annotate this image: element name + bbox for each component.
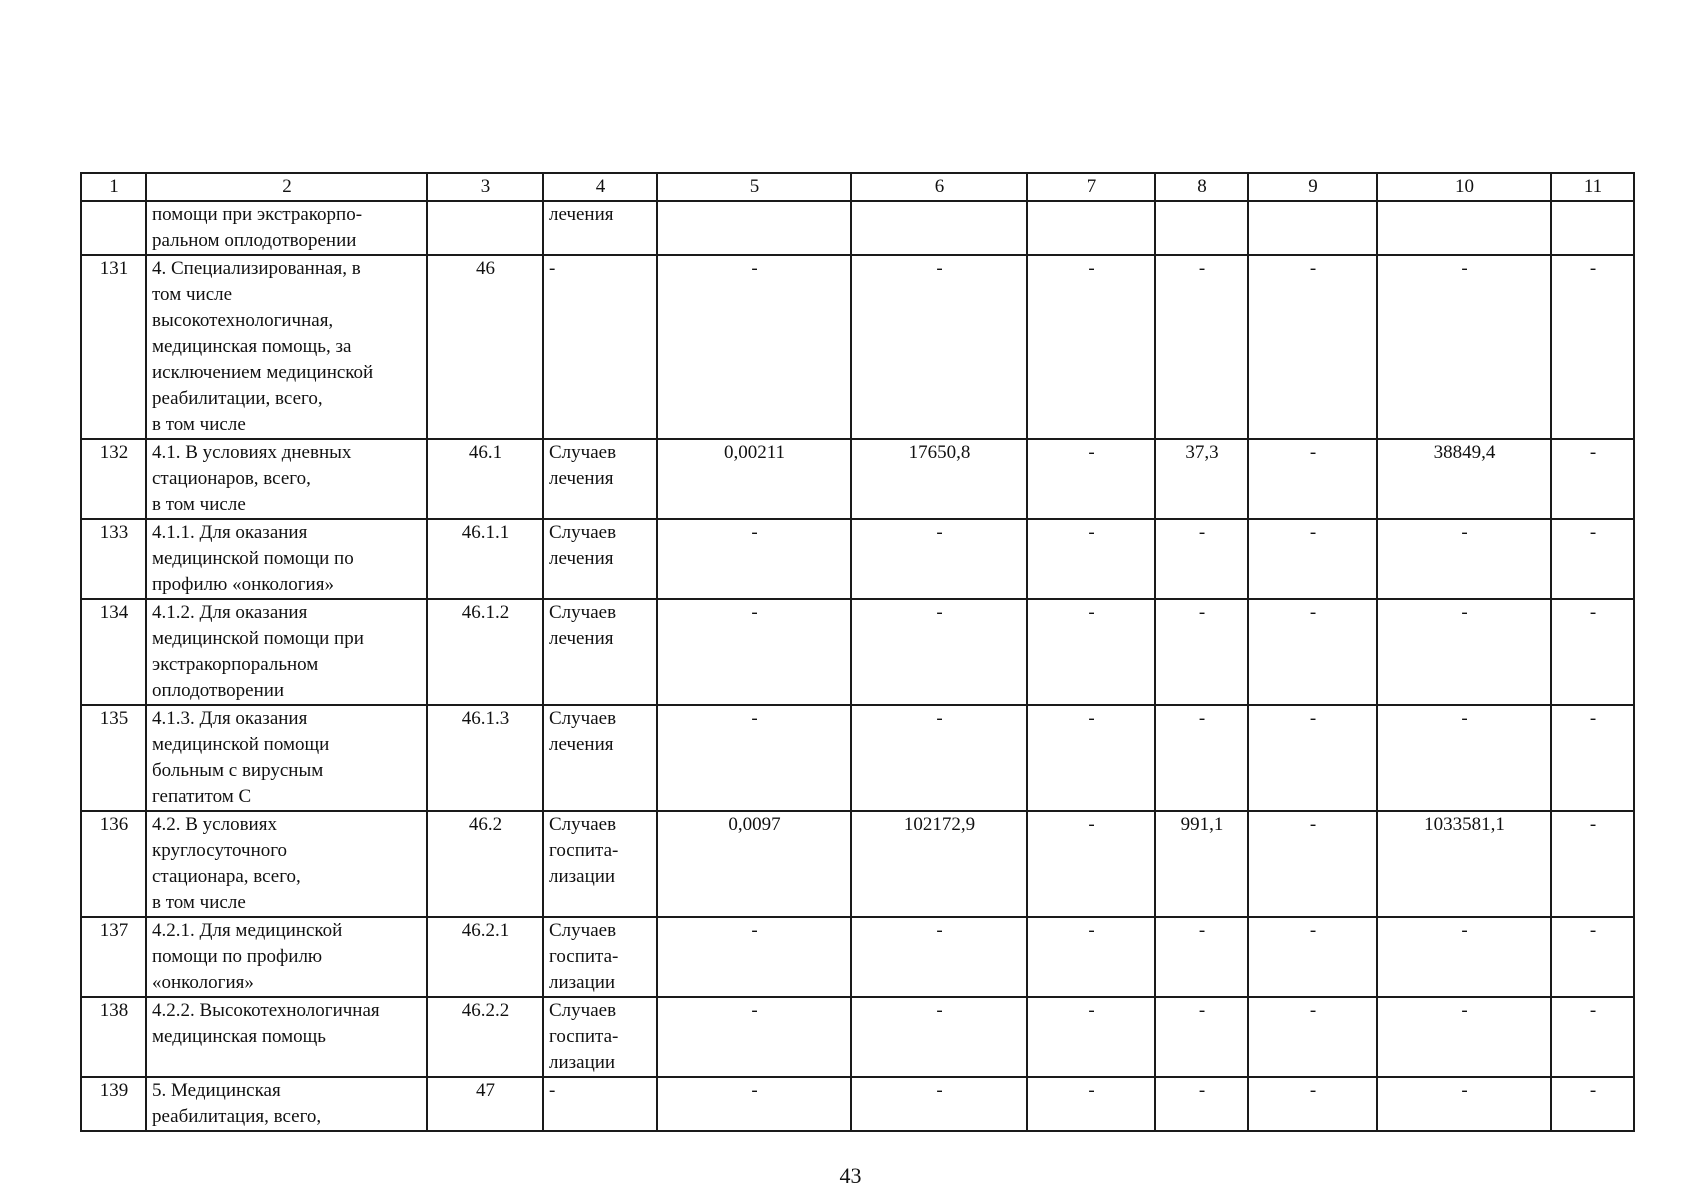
table-cell [851,201,1027,255]
table-cell: - [657,599,851,705]
table-cell: - [851,599,1027,705]
table-cell: - [1027,439,1155,519]
table-cell: - [1377,519,1551,599]
table-cell: 135 [81,705,146,811]
table-cell: - [657,997,851,1077]
column-header: 4 [543,173,657,201]
table-cell: - [1377,997,1551,1077]
data-table [80,172,1635,1132]
table-cell: 102172,9 [851,811,1027,917]
table-cell: 4.1.2. Для оказания медицинской помощи при экстракорпоральном оплодотворении [146,599,427,705]
table-row [81,519,1634,599]
table-cell [657,201,851,255]
table-cell: 46.1.2 [427,599,543,705]
table-cell: Случаев госпита- лизации [543,997,657,1077]
table-cell: - [1377,255,1551,439]
page-number: 43 [839,1163,862,1188]
column-header: 10 [1377,173,1551,201]
table-cell: 17650,8 [851,439,1027,519]
table-row [81,917,1634,997]
table-cell: - [1377,705,1551,811]
table-cell: 4.2. В условиях круглосуточного стационара, всего, в том числе [146,811,427,917]
table-cell: - [1248,255,1377,439]
table-cell: - [1377,917,1551,997]
table-cell: 136 [81,811,146,917]
table-cell: 46.1.1 [427,519,543,599]
table-cell: 138 [81,997,146,1077]
table-cell: 133 [81,519,146,599]
column-header: 8 [1155,173,1248,201]
table-cell: 131 [81,255,146,439]
table-cell: 4.1.3. Для оказания медицинской помощи больным с вирусным гепатитом С [146,705,427,811]
table-row [81,201,1634,255]
table-cell [81,201,146,255]
table-row [81,255,1634,439]
table-cell: 132 [81,439,146,519]
table-cell: 4.1.1. Для оказания медицинской помощи по профилю «онкология» [146,519,427,599]
table-cell [427,201,543,255]
table-cell: - [1155,519,1248,599]
table-cell: - [851,255,1027,439]
table-cell: - [1027,519,1155,599]
table-cell: - [1248,599,1377,705]
table-cell: 137 [81,917,146,997]
table-cell: - [1551,705,1634,811]
table-row [81,811,1634,917]
table-cell: - [1155,599,1248,705]
table-cell: 46.2 [427,811,543,917]
table-cell [1248,201,1377,255]
table-cell: 46.1 [427,439,543,519]
table-cell: 4.2.1. Для медицинской помощи по профилю «онкология» [146,917,427,997]
table-cell: - [851,705,1027,811]
table-cell: 4.2.2. Высокотехнологичная медицинская помощь [146,997,427,1077]
table-cell: 134 [81,599,146,705]
table-cell: 1033581,1 [1377,811,1551,917]
column-header: 5 [657,173,851,201]
table-cell: - [1027,255,1155,439]
table-cell: - [1248,917,1377,997]
table-cell: - [657,255,851,439]
table-cell: 46.2.1 [427,917,543,997]
table-cell: - [1551,439,1634,519]
table-cell: - [1377,1077,1551,1131]
column-header: 3 [427,173,543,201]
table-cell: - [1248,705,1377,811]
table-cell: - [1027,997,1155,1077]
table-cell [1027,201,1155,255]
table-cell: 46.1.3 [427,705,543,811]
table-cell: - [851,1077,1027,1131]
table-row [81,599,1634,705]
table-cell: 46 [427,255,543,439]
table-cell: - [1248,439,1377,519]
table-cell: - [851,917,1027,997]
column-header: 6 [851,173,1027,201]
table-cell: - [1155,917,1248,997]
table-cell: - [1027,917,1155,997]
table-cell: лечения [543,201,657,255]
table-cell [1155,201,1248,255]
table-cell: - [1027,1077,1155,1131]
table-cell: - [851,997,1027,1077]
table-cell: 139 [81,1077,146,1131]
table-cell: Случаев госпита- лизации [543,811,657,917]
table-cell: Случаев лечения [543,705,657,811]
table-cell: - [543,255,657,439]
table-cell: - [657,917,851,997]
table-cell: - [657,1077,851,1131]
header-row [81,173,1634,201]
table-cell: 991,1 [1155,811,1248,917]
table-cell: 46.2.2 [427,997,543,1077]
table-cell: - [1155,255,1248,439]
table-row [81,1077,1634,1131]
table-cell: Случаев лечения [543,439,657,519]
column-header: 2 [146,173,427,201]
table-cell: - [543,1077,657,1131]
table-cell: - [1248,811,1377,917]
table-cell: - [1155,997,1248,1077]
column-header: 1 [81,173,146,201]
table-row [81,997,1634,1077]
table-cell: - [1551,1077,1634,1131]
table-cell [1551,201,1634,255]
table-cell: 38849,4 [1377,439,1551,519]
table-cell: - [1248,1077,1377,1131]
table-cell: - [1155,1077,1248,1131]
table-cell: Случаев лечения [543,519,657,599]
table-cell: - [1248,519,1377,599]
column-header: 7 [1027,173,1155,201]
table-cell: - [1377,599,1551,705]
table-cell: - [1551,997,1634,1077]
table-cell: Случаев госпита- лизации [543,917,657,997]
table-cell: 0,0097 [657,811,851,917]
table-cell: 37,3 [1155,439,1248,519]
table-cell: - [1551,811,1634,917]
table-cell: - [1248,997,1377,1077]
table-cell: - [1027,705,1155,811]
table-cell: 0,00211 [657,439,851,519]
table-row [81,439,1634,519]
table-cell: - [1551,917,1634,997]
table-cell: - [657,519,851,599]
table-cell: 4.1. В условиях дневных стационаров, всего, в том числе [146,439,427,519]
column-header: 9 [1248,173,1377,201]
table-cell: 47 [427,1077,543,1131]
table-cell: помощи при экстракорпо- ральном оплодотворении [146,201,427,255]
table-cell [1377,201,1551,255]
table-cell: - [657,705,851,811]
table-cell: 4. Специализированная, в том числе высокотехнологичная, медицинская помощь, за исключением медицинской реабилитации, всего, в том числе [146,255,427,439]
table-cell: 5. Медицинская реабилитация, всего, [146,1077,427,1131]
table-cell: - [851,519,1027,599]
column-header: 11 [1551,173,1634,201]
table-cell: - [1155,705,1248,811]
table-cell: - [1551,255,1634,439]
table-cell: - [1551,519,1634,599]
table-cell: Случаев лечения [543,599,657,705]
table-cell: - [1551,599,1634,705]
table-cell: - [1027,599,1155,705]
table-cell: - [1027,811,1155,917]
table-row [81,705,1634,811]
